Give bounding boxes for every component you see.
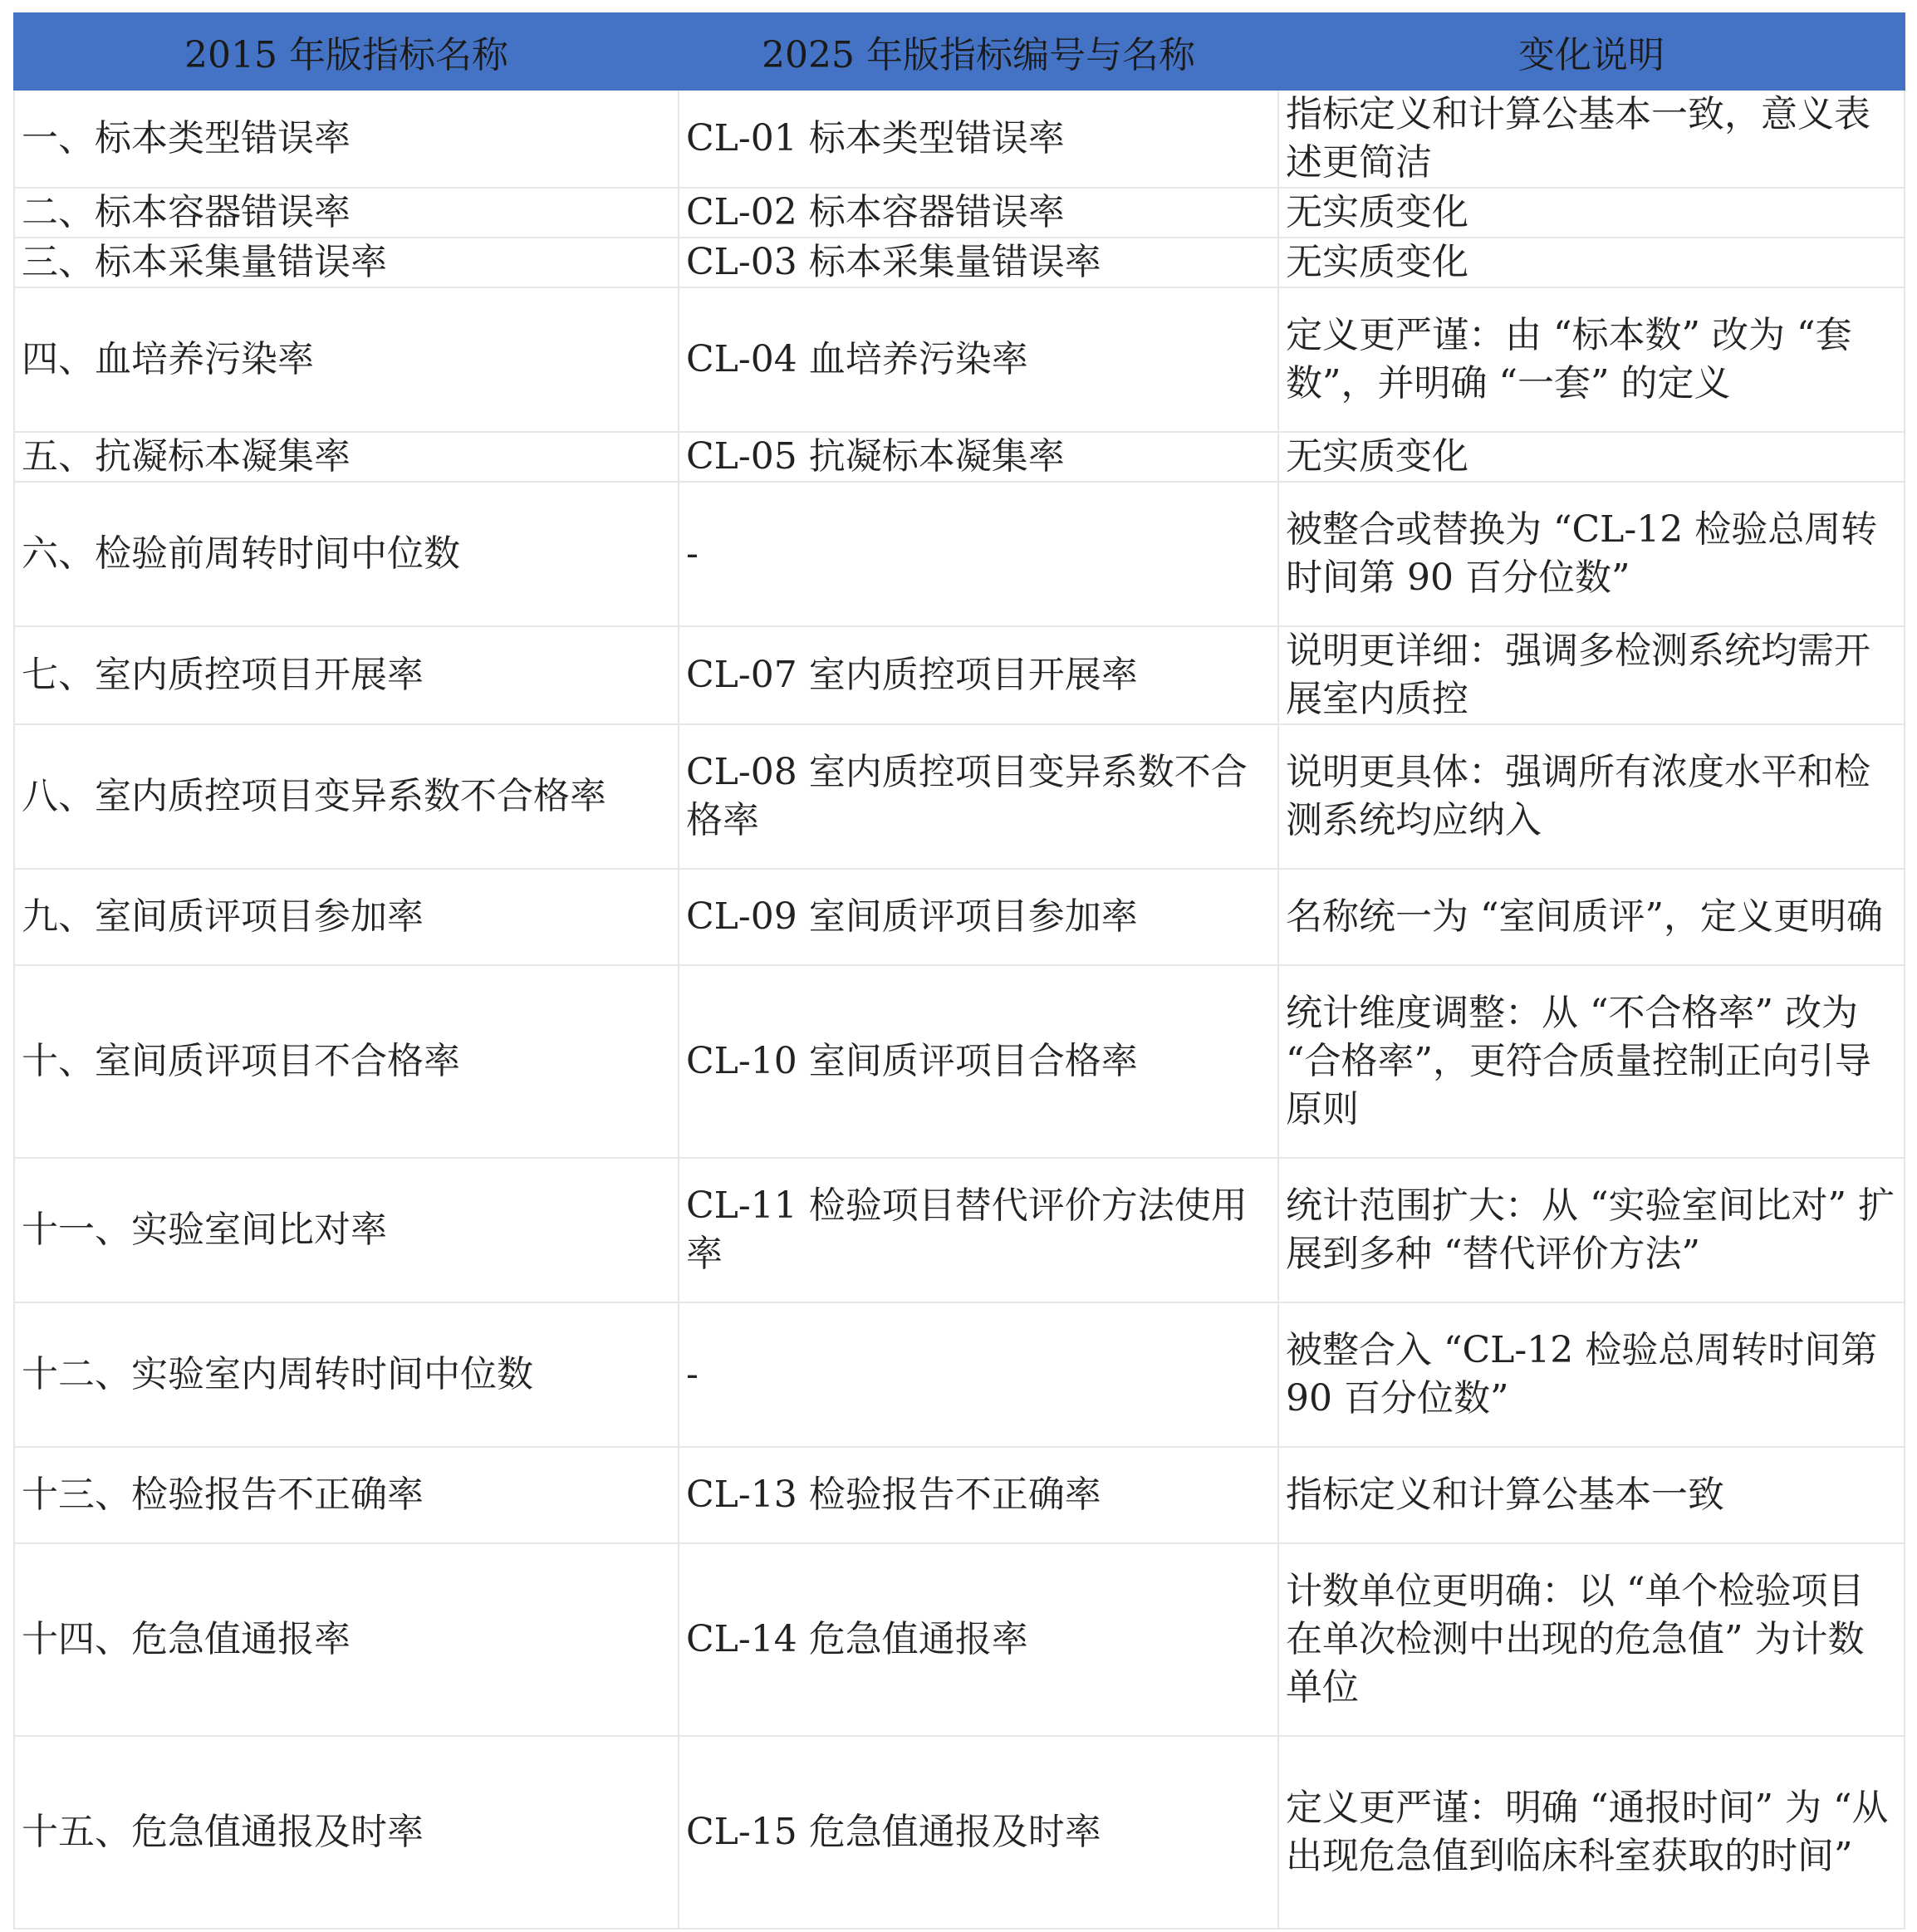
- header-2015-name: 2015 年版指标名称: [14, 13, 679, 90]
- table-row: [14, 482, 1905, 626]
- old-name-cell: 四、血培养污染率: [14, 287, 679, 432]
- change-note-cell: 计数单位更明确：以 “单个检验项目在单次检测中出现的危急值” 为计数单位: [1278, 1543, 1905, 1736]
- table-row: [14, 432, 1905, 482]
- new-name-cell: CL-11 检验项目替代评价方法使用率: [679, 1158, 1278, 1302]
- change-note-cell: 定义更严谨：由 “标本数” 改为 “套数”，并明确 “一套” 的定义: [1278, 287, 1905, 432]
- new-name-cell: CL-03 标本采集量错误率: [679, 238, 1278, 287]
- new-name-cell: CL-05 抗凝标本凝集率: [679, 432, 1278, 482]
- old-name-cell: 七、室内质控项目开展率: [14, 626, 679, 724]
- table-row: [14, 1158, 1905, 1302]
- change-note-cell: 被整合或替换为 “CL-12 检验总周转时间第 90 百分位数”: [1278, 482, 1905, 626]
- change-note-cell: 被整合入 “CL-12 检验总周转时间第 90 百分位数”: [1278, 1302, 1905, 1447]
- old-name-cell: 九、室间质评项目参加率: [14, 869, 679, 965]
- change-note-cell: 指标定义和计算公基本一致，意义表述更简洁: [1278, 90, 1905, 188]
- change-note-cell: 无实质变化: [1278, 238, 1905, 287]
- new-name-cell: -: [679, 1302, 1278, 1447]
- table-row: [14, 626, 1905, 724]
- old-name-cell: 三、标本采集量错误率: [14, 238, 679, 287]
- new-name-cell: CL-09 室间质评项目参加率: [679, 869, 1278, 965]
- old-name-cell: 一、标本类型错误率: [14, 90, 679, 188]
- table-row: [14, 1447, 1905, 1543]
- old-name-cell: 五、抗凝标本凝集率: [14, 432, 679, 482]
- new-name-cell: CL-13 检验报告不正确率: [679, 1447, 1278, 1543]
- table-row: [14, 724, 1905, 869]
- new-name-cell: CL-01 标本类型错误率: [679, 90, 1278, 188]
- new-name-cell: CL-10 室间质评项目合格率: [679, 965, 1278, 1158]
- new-name-cell: -: [679, 482, 1278, 626]
- change-note-cell: 统计维度调整：从 “不合格率” 改为 “合格率”，更符合质量控制正向引导原则: [1278, 965, 1905, 1158]
- table-row: [14, 869, 1905, 965]
- new-name-cell: CL-07 室内质控项目开展率: [679, 626, 1278, 724]
- table-row: [14, 965, 1905, 1158]
- indicator-comparison-table: [13, 12, 1905, 1930]
- old-name-cell: 八、室内质控项目变异系数不合格率: [14, 724, 679, 869]
- header-2025-code-name: 2025 年版指标编号与名称: [679, 13, 1278, 90]
- new-name-cell: CL-14 危急值通报率: [679, 1543, 1278, 1736]
- table-row: [14, 287, 1905, 432]
- change-note-cell: 定义更严谨：明确 “通报时间” 为 “从出现危急值到临床科室获取的时间”: [1278, 1736, 1905, 1929]
- old-name-cell: 十二、实验室内周转时间中位数: [14, 1302, 679, 1447]
- old-name-cell: 十五、危急值通报及时率: [14, 1736, 679, 1929]
- change-note-cell: 说明更详细：强调多检测系统均需开展室内质控: [1278, 626, 1905, 724]
- old-name-cell: 二、标本容器错误率: [14, 188, 679, 238]
- old-name-cell: 十四、危急值通报率: [14, 1543, 679, 1736]
- new-name-cell: CL-15 危急值通报及时率: [679, 1736, 1278, 1929]
- change-note-cell: 说明更具体：强调所有浓度水平和检测系统均应纳入: [1278, 724, 1905, 869]
- header-row: [14, 13, 1905, 90]
- change-note-cell: 名称统一为 “室间质评”，定义更明确: [1278, 869, 1905, 965]
- table-row: [14, 188, 1905, 238]
- table-row: [14, 1736, 1905, 1929]
- new-name-cell: CL-08 室内质控项目变异系数不合格率: [679, 724, 1278, 869]
- table-row: [14, 90, 1905, 188]
- table-row: [14, 1543, 1905, 1736]
- new-name-cell: CL-02 标本容器错误率: [679, 188, 1278, 238]
- old-name-cell: 十一、实验室间比对率: [14, 1158, 679, 1302]
- old-name-cell: 十三、检验报告不正确率: [14, 1447, 679, 1543]
- old-name-cell: 十、室间质评项目不合格率: [14, 965, 679, 1158]
- change-note-cell: 无实质变化: [1278, 432, 1905, 482]
- header-change-note: 变化说明: [1278, 13, 1905, 90]
- table-row: [14, 1302, 1905, 1447]
- change-note-cell: 无实质变化: [1278, 188, 1905, 238]
- table-row: [14, 238, 1905, 287]
- new-name-cell: CL-04 血培养污染率: [679, 287, 1278, 432]
- change-note-cell: 指标定义和计算公基本一致: [1278, 1447, 1905, 1543]
- change-note-cell: 统计范围扩大：从 “实验室间比对” 扩展到多种 “替代评价方法”: [1278, 1158, 1905, 1302]
- old-name-cell: 六、检验前周转时间中位数: [14, 482, 679, 626]
